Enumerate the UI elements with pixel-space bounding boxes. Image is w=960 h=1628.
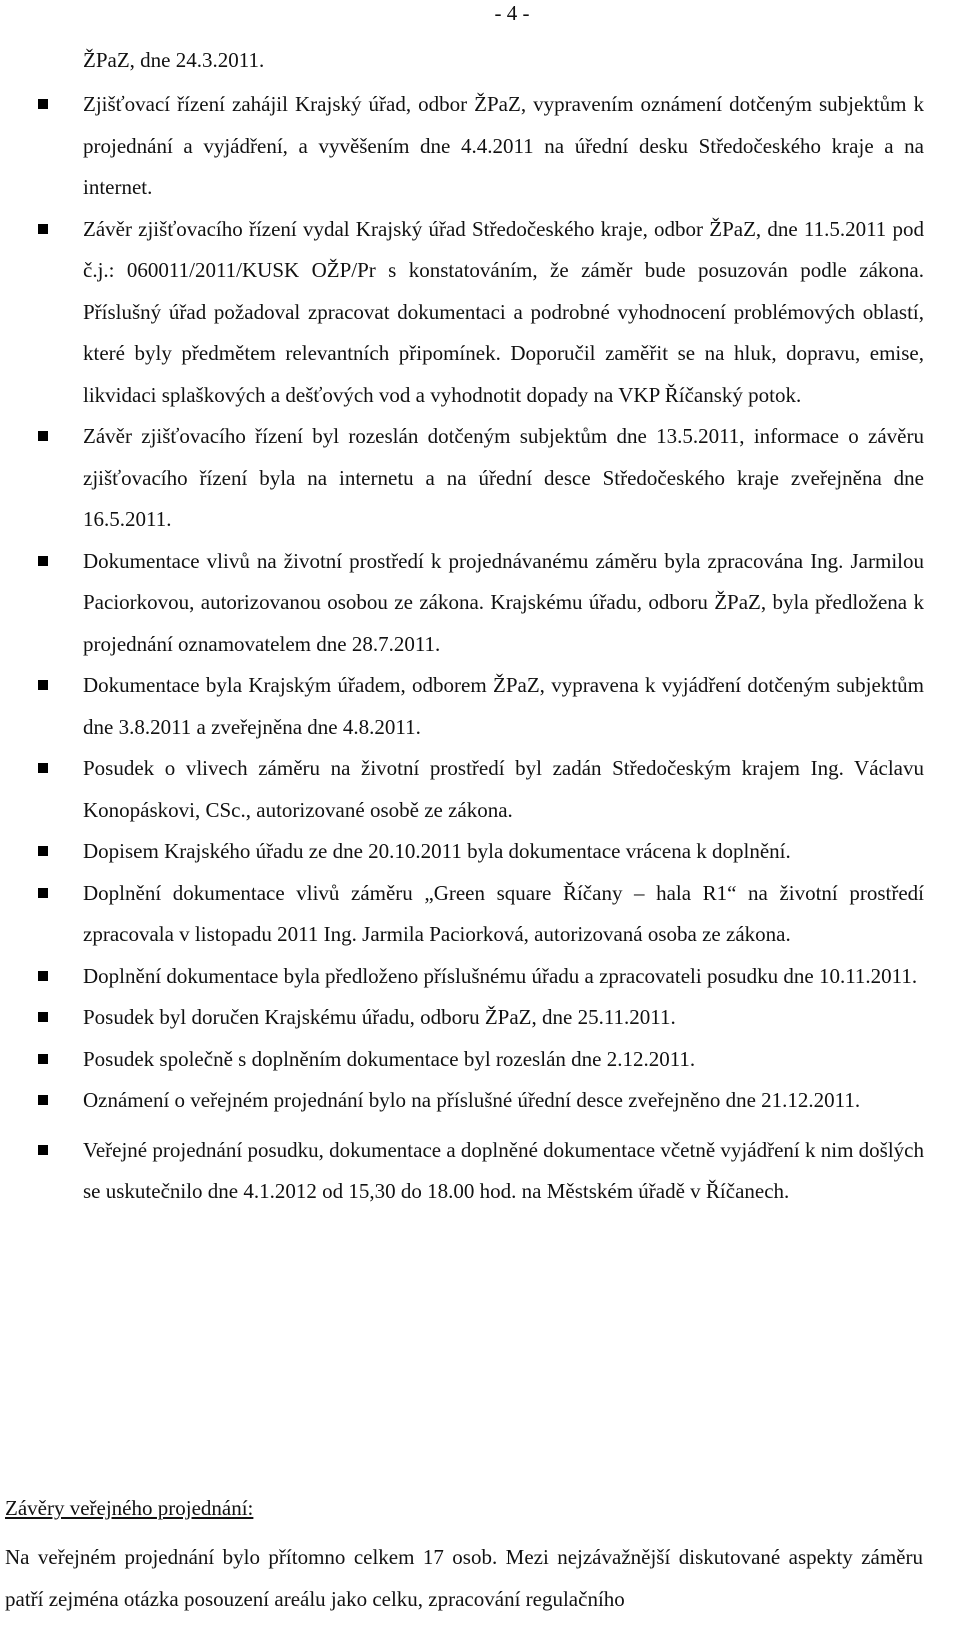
- square-bullet-icon: [38, 763, 48, 773]
- list-item-text: Dokumentace byla Krajským úřadem, odborem ŽPaZ, vypravena k vyjádření dotčeným subjektům dne 3.8.2011 a zveřejněna dne 4.8.2011.: [83, 673, 924, 739]
- square-bullet-icon: [38, 1054, 48, 1064]
- list-item-text: Posudek o vlivech záměru na životní prostředí byl zadán Středočeským krajem Ing. Václavu Konopáskovi, CSc., autorizované osobě ze zákona.: [83, 756, 924, 822]
- list-item-text: Posudek byl doručen Krajskému úřadu, odboru ŽPaZ, dne 25.11.2011.: [83, 1005, 676, 1029]
- list-item: [0, 541, 960, 666]
- page-number: - 4 -: [494, 1, 530, 25]
- square-bullet-icon: [38, 971, 48, 981]
- square-bullet-icon: [38, 1145, 48, 1155]
- list-item: [0, 873, 960, 956]
- square-bullet-icon: [38, 1095, 48, 1105]
- square-bullet-icon: [38, 224, 48, 234]
- list-item: [0, 84, 960, 209]
- list-item: [0, 1080, 960, 1122]
- list-item-text: Zjišťovací řízení zahájil Krajský úřad, odbor ŽPaZ, vypravením oznámení dotčeným subjektům k projednání a vyjádření, a vyvěšením dne 4.4.2011 na úřední desku Středočeského kraje a na internet.: [83, 92, 924, 199]
- square-bullet-icon: [38, 680, 48, 690]
- list-item: [0, 416, 960, 541]
- square-bullet-icon: [38, 556, 48, 566]
- square-bullet-icon: [38, 1012, 48, 1022]
- list-item: [0, 1039, 960, 1081]
- list-item: [0, 665, 960, 748]
- list-item-text: Veřejné projednání posudku, dokumentace a doplněné dokumentace včetně vyjádření k nim došlých se uskutečnilo dne 4.1.2012 od 15,30 do 18.00 hod. na Městském úřadě v Říčanech.: [83, 1137, 924, 1203]
- closing-paragraph: Na veřejném projednání bylo přítomno celkem 17 osob. Mezi nejzávažnější diskutované aspekty záměru patří zejména otázka posouzení areálu jako celku, zpracování regulačního: [5, 1545, 923, 1611]
- list-item: [0, 1130, 960, 1213]
- list-item-text: Oznámení o veřejném projednání bylo na příslušné úřední desce zveřejněno dne 21.12.2011.: [83, 1088, 861, 1112]
- list-item: [0, 956, 960, 998]
- list-item: [0, 209, 960, 417]
- list-item-text: Závěr zjišťovacího řízení byl rozeslán dotčeným subjektům dne 13.5.2011, informace o závěru zjišťovacího řízení byla na internetu a na úřední desce Středočeského kraje zveřejněna dne 16.5.2011.: [83, 424, 924, 531]
- list-item: [0, 997, 960, 1039]
- section-heading: Závěry veřejného projednání:: [5, 1496, 254, 1520]
- list-item-text: Závěr zjišťovacího řízení vydal Krajský úřad Středočeského kraje, odbor ŽPaZ, dne 11.5.2011 pod č.j.: 060011/2011/KUSK OŽP/Pr s konstatováním, že záměr bude posuzován podle zákona. Příslušný úřad požadoval zpracovat dokumentaci a podrobné vyhodnocení problémových oblastí, které byly předmětem relevantních připomínek. Doporučil zaměřit se na hluk, dopravu, emise, likvidaci splaškových a dešťových vod a vyhodnotit dopady na VKP Říčanský potok.: [83, 216, 924, 407]
- square-bullet-icon: [38, 431, 48, 441]
- lead-line: ŽPaZ, dne 24.3.2011.: [83, 48, 265, 72]
- list-item: [0, 748, 960, 831]
- list-item-text: Dopisem Krajského úřadu ze dne 20.10.2011 byla dokumentace vrácena k doplnění.: [83, 839, 791, 863]
- bullet-list: [0, 84, 960, 1213]
- square-bullet-icon: [38, 846, 48, 856]
- list-item-text: Doplnění dokumentace byla předloženo příslušnému úřadu a zpracovateli posudku dne 10.11.2011.: [83, 963, 918, 988]
- square-bullet-icon: [38, 888, 48, 898]
- list-item-text: Posudek společně s doplněním dokumentace byl rozeslán dne 2.12.2011.: [83, 1046, 696, 1071]
- list-item: [0, 831, 960, 873]
- list-item-text: Doplnění dokumentace vlivů záměru „Green square Říčany – hala R1“ na životní prostředí zpracovala v listopadu 2011 Ing. Jarmila Paciorková, autorizovaná osoba ze zákona.: [83, 880, 924, 946]
- square-bullet-icon: [38, 99, 48, 109]
- list-item-text: Dokumentace vlivů na životní prostředí k projednávanému záměru byla zpracována Ing. Jarmilou Paciorkovou, autorizovanou osobou ze zákona. Krajskému úřadu, odboru ŽPaZ, byla předložena k projednání oznamovatelem dne 28.7.2011.: [83, 548, 924, 656]
